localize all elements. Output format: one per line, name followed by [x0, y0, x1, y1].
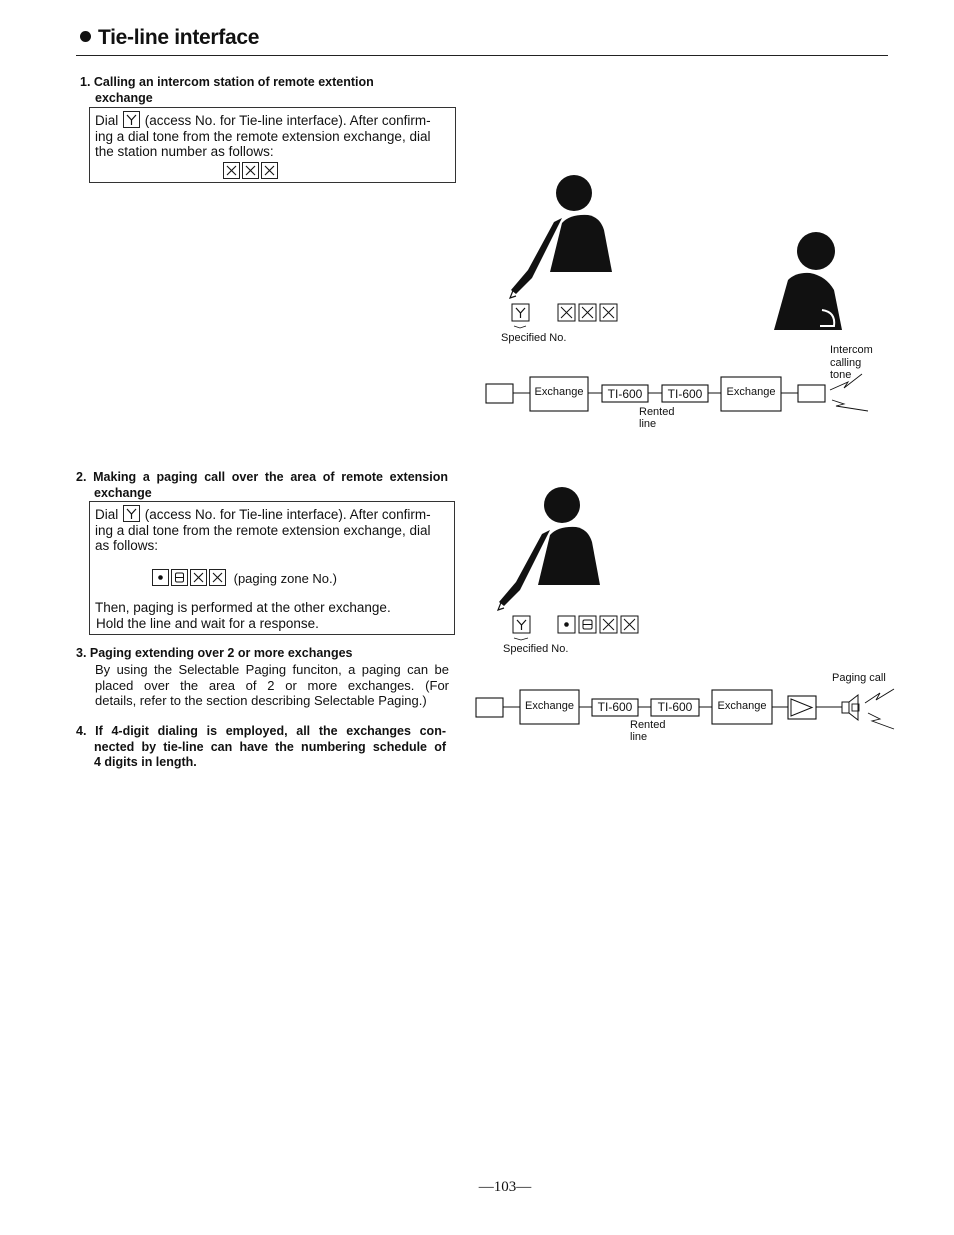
- eight-key-icon: [171, 569, 188, 586]
- section1-instruction-box: Dial (access No. for Tie-line interface). After confirm- ing a dial tone from the remote extension exchange, dial the station number as follows:: [89, 107, 456, 183]
- title-rule: [76, 55, 888, 56]
- x-key-icon: [190, 569, 207, 586]
- exchange-left-label: Exchange: [525, 700, 574, 712]
- dial-keys-row: [512, 304, 617, 328]
- section4-note: 4. If 4-digit dialing is employed, all the exchanges con- nected by tie-line can have the numbering schedule of 4 digits in length.: [76, 724, 446, 769]
- rented-line-label: Rented line: [630, 719, 666, 743]
- x-key-icon: [261, 162, 278, 179]
- y-key-icon: [123, 111, 140, 128]
- bullet-icon: [80, 31, 91, 42]
- section1-heading: 1. Calling an intercom station of remote extention exchange: [80, 75, 374, 105]
- specified-no-label: Specified No.: [501, 332, 567, 344]
- exchange-left-label: Exchange: [534, 386, 584, 398]
- sound-wave-icon: [865, 689, 894, 703]
- x-key-icon: [223, 162, 240, 179]
- ti600-right-label: TI-600: [657, 700, 693, 714]
- ti600-left-label: TI-600: [607, 387, 643, 401]
- speaker-icon: [842, 695, 859, 720]
- ti600-right-label: TI-600: [667, 387, 703, 401]
- specified-no-label: Specified No.: [503, 643, 569, 655]
- caller-person-icon: [510, 175, 612, 298]
- page-title: Tie-line interface: [80, 26, 259, 50]
- section3-body: By using the Selectable Paging funciton, a paging can be placed over the area of 2 or more exchanges. (For details, refer to the section describing Selectable Paging.): [95, 662, 449, 708]
- receiver-person-icon: [774, 232, 842, 330]
- section3-heading: 3. Paging extending over 2 or more exchanges: [76, 646, 353, 660]
- x-key-icon: [209, 569, 226, 586]
- diagram-paging-call: [470, 475, 900, 750]
- y-key-icon: [123, 505, 140, 522]
- exchange-right-label: Exchange: [726, 386, 776, 398]
- section2-instruction-box: Dial (access No. for Tie-line interface). After confirm- ing a dial tone from the remote extension exchange, dial as follows: (paging zone No.) Then, paging is performed at the other exchange. Hold the line and wait for a response.: [89, 501, 455, 635]
- caller-person-icon: [498, 487, 600, 610]
- station-number-keys: [95, 162, 450, 180]
- paging-call-label: Paging call: [832, 672, 886, 684]
- diagram-intercom-call: [470, 160, 890, 440]
- paging-keys: (paging zone No.): [95, 569, 449, 587]
- rented-line-label: Rented line: [639, 406, 675, 430]
- exchange-right-label: Exchange: [717, 700, 767, 712]
- tone-wave-icon: [832, 400, 868, 411]
- section2-heading: 2. Making a paging call over the area of remote extension exchange: [76, 470, 448, 500]
- dot-key-icon: [152, 569, 169, 586]
- dial-keys-row: [513, 616, 638, 640]
- sound-wave-icon: [868, 713, 894, 729]
- x-key-icon: [242, 162, 259, 179]
- ti600-left-label: TI-600: [597, 700, 633, 714]
- intercom-tone-label: Intercom calling tone: [830, 344, 873, 381]
- page-number: —103—: [478, 1179, 532, 1195]
- amplifier-icon: [788, 696, 816, 719]
